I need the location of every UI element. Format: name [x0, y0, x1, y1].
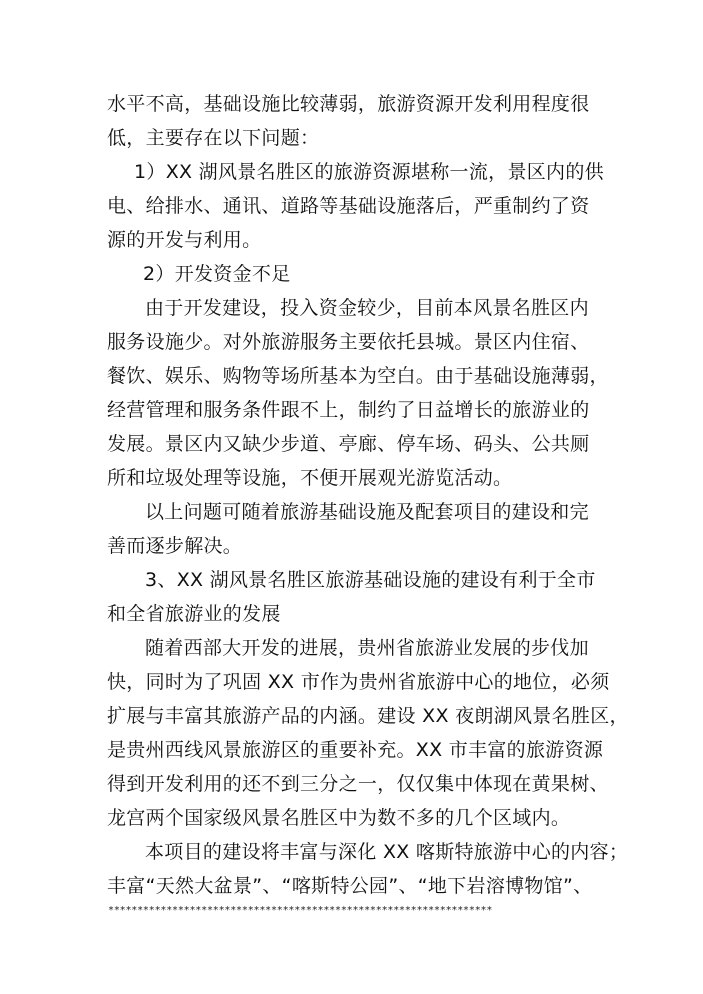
text-line-2: 低，主要存在以下问题： — [107, 127, 320, 149]
text-line-1: 水平不高，基础设施比较薄弱，旅游资源开发利用程度很 — [107, 93, 590, 115]
text-line-16: 和全省旅游业的发展 — [107, 603, 281, 625]
text-line-8: 服务设施少。对外旅游服务主要依托县城。景区内住宿、 — [107, 331, 590, 353]
text-line-5: 源的开发与利用。 — [107, 229, 262, 251]
text-line-13: 以上问题可随着旅游基础设施及配套项目的建设和完 — [145, 501, 589, 523]
text-line-6: 2）开发资金不足 — [143, 263, 291, 285]
text-line-10: 经营管理和服务条件跟不上，制约了日益增长的旅游业的 — [107, 399, 590, 421]
text-line-14: 善而逐步解决。 — [107, 535, 243, 557]
text-line-12: 所和垃圾处理等设施，不便开展观光游览活动。 — [107, 467, 513, 489]
text-line-9: 餐饮、娱乐、购物等场所基本为空白。由于基础设施薄弱， — [107, 365, 609, 387]
text-line-21: 得到开发利用的还不到三分之一，仅仅集中体现在黄果树、 — [107, 773, 609, 795]
text-line-11: 发展。景区内又缺少步道、亭廊、停车场、码头、公共厕 — [107, 433, 590, 455]
text-line-24: 丰富“天然大盆景”、“喀斯特公园”、“地下岩溶博物馆”、 — [107, 875, 593, 897]
text-line-17: 随着西部大开发的进展，贵州省旅游业发展的步伐加 — [145, 637, 589, 659]
text-line-18: 快，同时为了巩固 XX 市作为贵州省旅游中心的地位，必须 — [107, 671, 610, 693]
text-line-20: 是贵州西线风景旅游区的重要补充。XX 市丰富的旅游资源 — [107, 739, 604, 761]
text-line-22: 龙宫两个国家级风景名胜区中为数不多的几个区域内。 — [107, 807, 571, 829]
text-line-19: 扩展与丰富其旅游产品的内涵。建设 XX 夜朗湖风景名胜区， — [107, 705, 629, 727]
text-line-4: 电、给排水、通讯、道路等基础设施落后，严重制约了资 — [107, 195, 590, 217]
text-line-23: 本项目的建设将丰富与深化 XX 喀斯特旅游中心的内容； — [145, 841, 629, 863]
text-line-3: 1）XX 湖风景名胜区的旅游资源堪称一流，景区内的供 — [134, 161, 604, 183]
text-line-7: 由于开发建设，投入资金较少，目前本风景名胜区内 — [145, 297, 589, 319]
text-line-15: 3、XX 湖风景名胜区旅游基础设施的建设有利于全市 — [145, 569, 596, 591]
footer-asterisk-rule: ****************************************************************** — [108, 905, 493, 916]
